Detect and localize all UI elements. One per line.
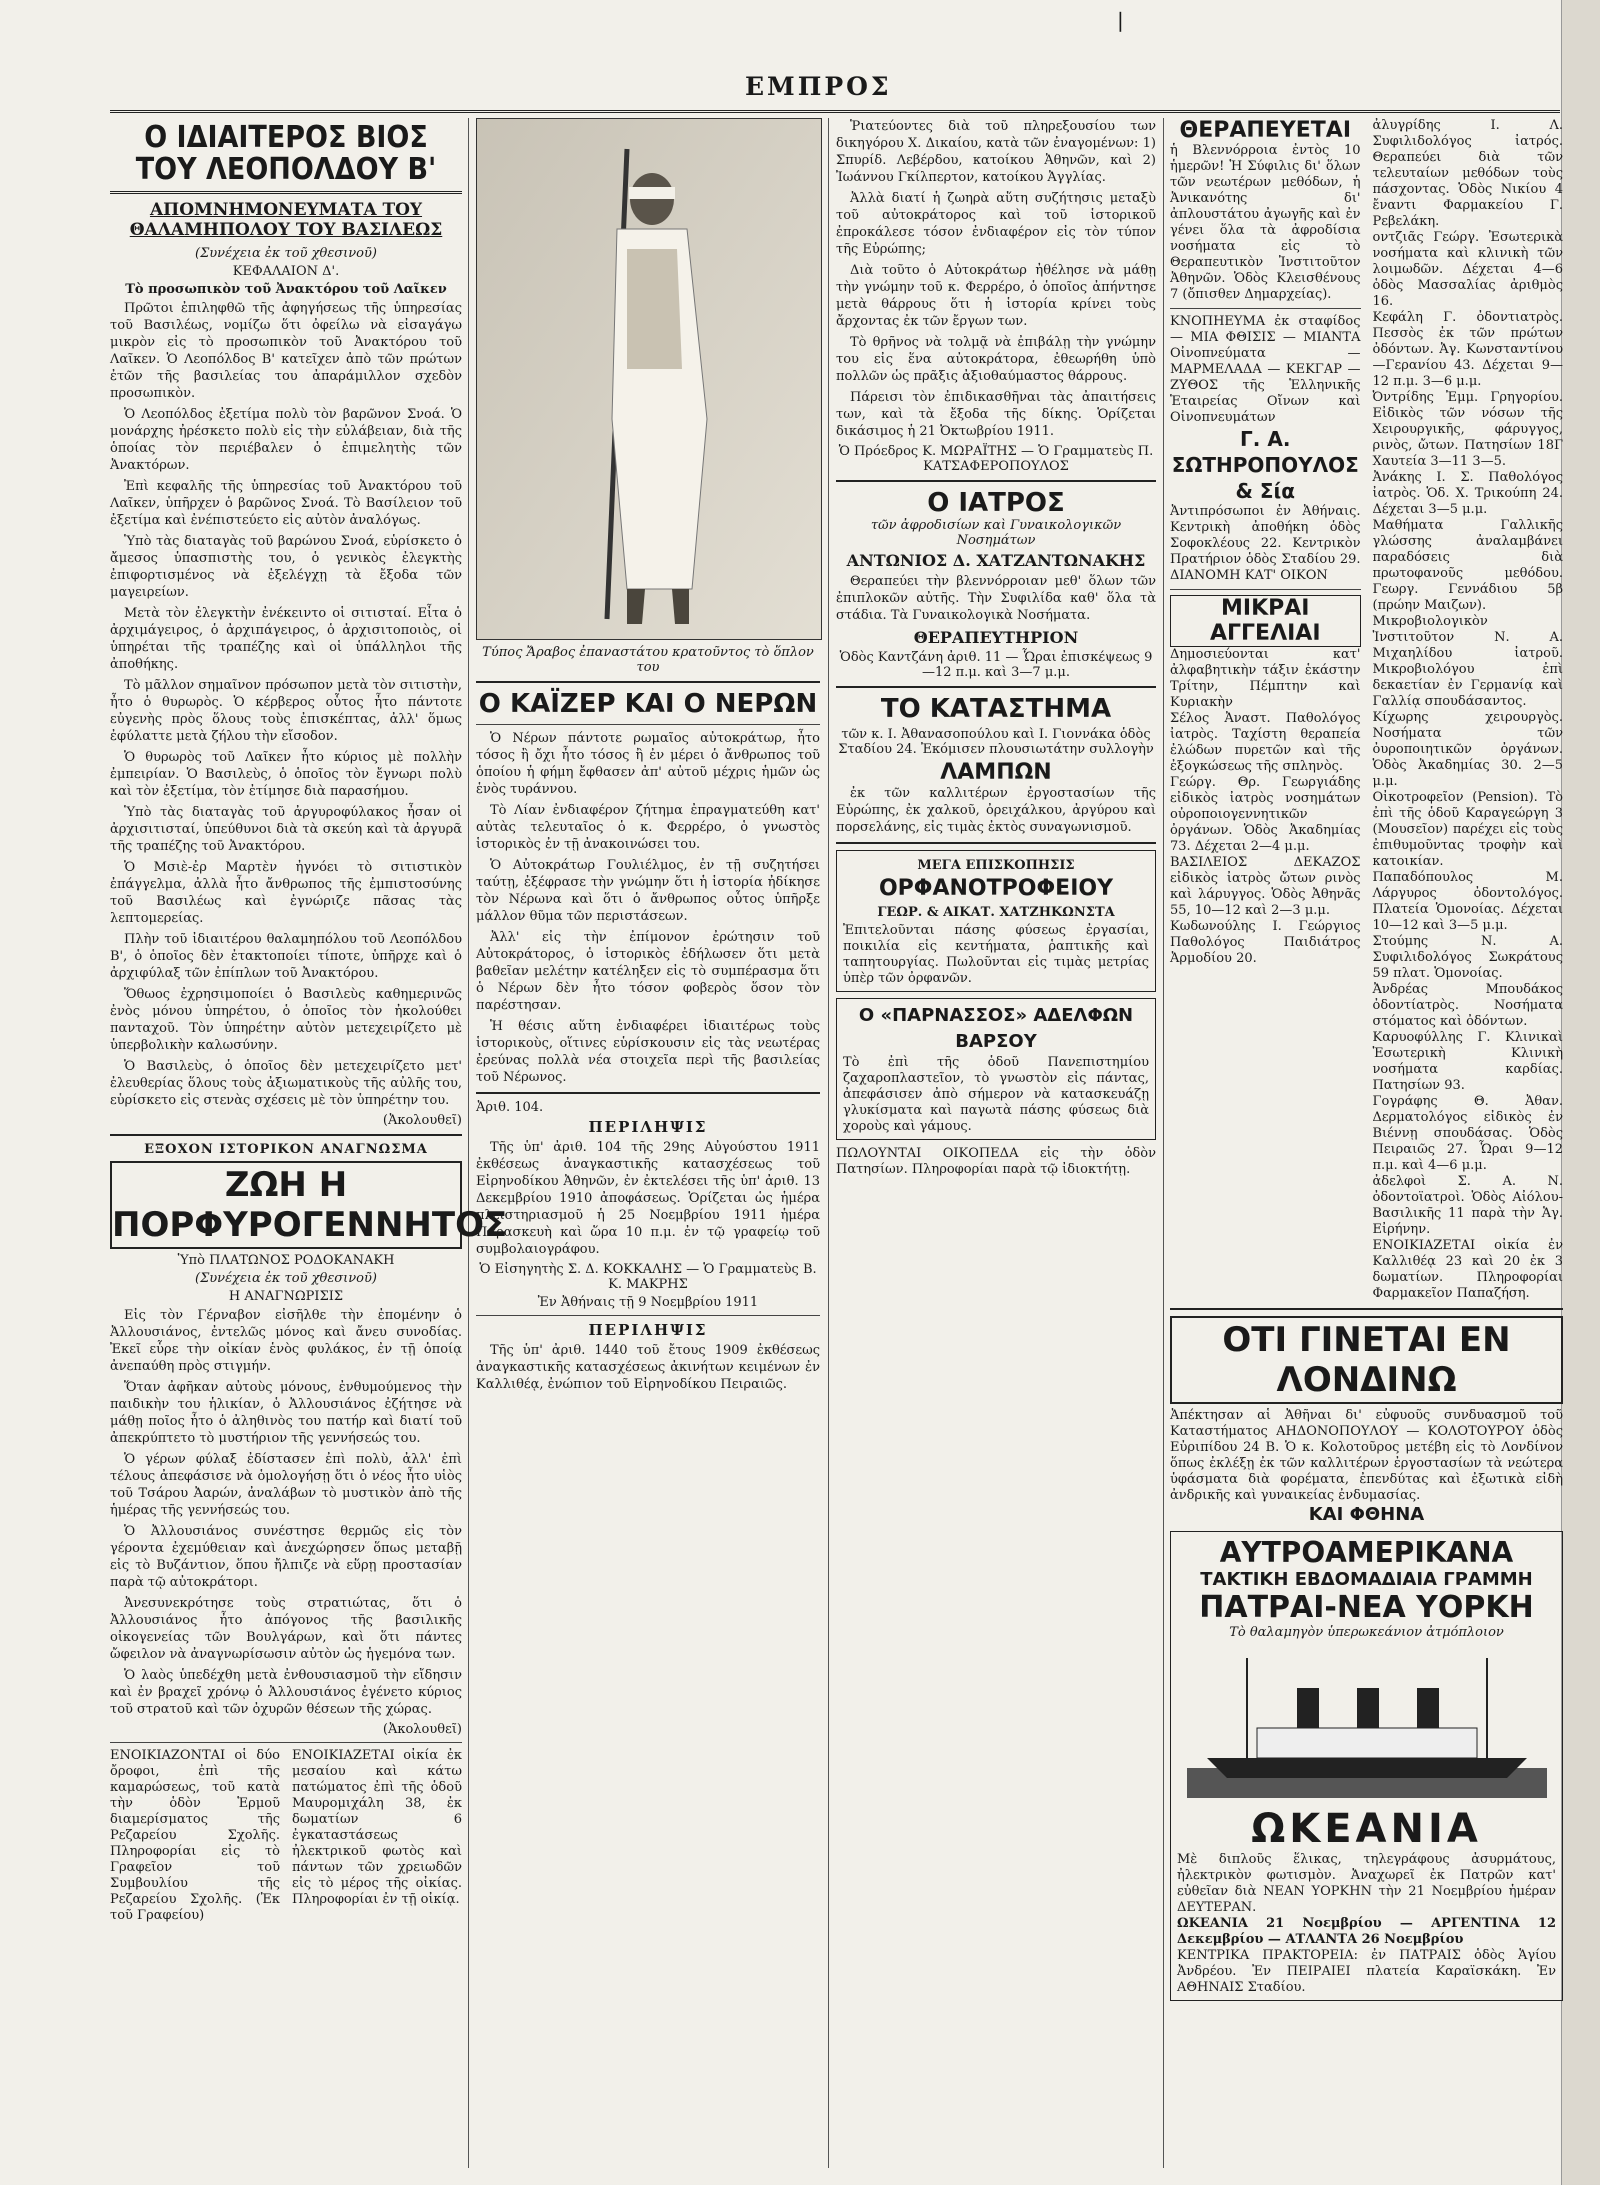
paragraph: Ὑπὸ τὰς διαταγὰς τοῦ ἀργυροφύλακος ἦσαν οἱ ἀρχισιτισταί, ὑπεύθυνοι διὰ τὰ σκεύη καὶ τὰ ἀργυρᾶ τῆς τραπέζης τοῦ Ἀνακτόρου. [110, 805, 462, 854]
paragraph: Μετὰ τὸν ἐλεγκτὴν ἐνέκειντο οἱ σιτισταί. Εἶτα ὁ ἀρχιμάγειρος, ὁ ἀρχιπάγειρος, ὁ ἀρχισιτοποιὸς, οἱ ὑπηρέται τῆς τραπέζης καὶ οἱ ὑπάλληλοι τῆς ἀποθήκης. [110, 606, 462, 672]
paragraph: Διὰ τοῦτο ὁ Αὐτοκράτωρ ἠθέλησε νὰ μάθῃ τὴν γνώμην τοῦ κ. Φερρέρο, ὁ ὁποῖος ἀπήντησε μετὰ θάρρους ὅτι ἡ ἱστορία κρίνει τοὺς ἄρχοντας ἐκ τῶν ἔργων των. [836, 263, 1156, 329]
paragraph: Ἀλλ' εἰς τὴν ἐπίμονον ἐρώτησιν τοῦ Αὐτοκράτορος, ὁ ἱστορικὸς ἐδήλωσεν ὅτι μετὰ βαθεῖαν μελέτην κατέληξεν εἰς τὸ συμπέρασμα ὅτι ὁ Νέρων δὲν ἦτο τόσον φοβερὸς ὅσον τὸν παρέστησαν. [476, 930, 820, 1013]
paragraph: Ὁ λαὸς ὑπεδέχθη μετὰ ἐνθουσιασμοῦ τὴν εἴδησιν καὶ ἐν βραχεῖ χρόνῳ ὁ Ἀλλουσιάνος ἐγένετο κύριος τοῦ στρατοῦ καὶ τῶν ὀχυρῶν θέσεων τῆς χώρας. [110, 1668, 462, 1717]
feature-author: Ὑπὸ ΠΛΑΤΩΝΟΣ ΡΟΔΟΚΑΝΑΚΗ [177, 1253, 395, 1268]
paragraph: Ἀλλὰ διατί ἡ ζωηρὰ αὕτη συζήτησις μεταξὺ τοῦ αὐτοκράτορος καὶ τοῦ ἱστορικοῦ ἐπροκάλεσε τόσον ἐνδιαφέρον εἰς τὸν τύπον τῆς Εὐρώπης; [836, 191, 1156, 257]
separator [1170, 1308, 1563, 1310]
mark: ❘ [1112, 8, 1129, 32]
leopold-headline: Ο ΙΔΙΑΙΤΕΡΟΣ ΒΙΟΣ ΤΟΥ ΛΕΟΠΟΛΔΟΥ Β' [110, 118, 462, 194]
london-footer: ΚΑΙ ΦΘΗΝΑ [1308, 1504, 1425, 1525]
paragraph: Τὸ θρῆνος νὰ τολμᾷ νὰ ἐπιβάλῃ τὴν γνώμην του εἰς ἕνα αὐτοκράτορα, ἐθεωρήθη ὑπὸ πολλῶν ὡς πρᾶξις ἀξιοθαύμαστος θάρρους. [836, 335, 1156, 384]
photo-caption: Τύπος Ἄραβος ἐπαναστάτου κρατοῦντος τὸ ὅπλον του [482, 645, 814, 675]
separator [476, 681, 820, 683]
notice-number: Ἀριθ. 104. [476, 1100, 544, 1115]
orphanage-ad [836, 850, 1156, 992]
doctor-clinic: ΘΕΡΑΠΕΥΤΗΡΙΟΝ [913, 628, 1079, 647]
paragraph: Ὅθωος ἐχρησιμοποίει ὁ Βασιλεὺς καθημερινῶς ἐνὸς μόνου ὑπηρέτου, ὁ ὁποῖος τὸν ἠκολούθει πανταχοῦ. Τὸν ὑπηρέτην αὐτὸν μετεχειρίζετο μὲ ὑπερβολικὴν καλωσύνην. [110, 987, 462, 1053]
paragraph: Ὅταν ἀφῆκαν αὐτοὺς μόνους, ἐνθυμούμενος τὴν παιδικὴν του ἡλικίαν, ὁ Ἀλλουσιάνος ἐζήτησε νὰ μάθῃ ποῖος ἦτο ὁ ἀληθινὸς του πατήρ καὶ διατί τοῦ ἀπεκρύπτετο τὸ μυστήριον τῆς γεννήσεώς του. [110, 1380, 462, 1446]
classified-item: Ἀνάκης Ι. Σ. Παθολόγος ἰατρὸς. Ὁδ. Χ. Τρικούπη 24. Δέχεται 3—5 μ.μ. [1372, 470, 1563, 517]
notice-signers: Ὁ Εἰσηγητὴς Σ. Δ. ΚΟΚΚΑΛΗΣ — Ὁ Γραμματεὺς Β. Κ. ΜΑΚΡΗΣ [479, 1262, 817, 1292]
masthead-rule [110, 110, 1560, 113]
classified-item: Ἀνδρέας Μπουδάκος ὀδοντίατρὸς. Νοσήματα στόματος καὶ ὀδόντων. [1372, 982, 1563, 1029]
classified-item: ΕΝΟΙΚΙΑΖΕΤΑΙ οἰκία ἐν Καλλιθέᾳ 23 καὶ 20 ἐκ 3 δωματίων. Πληροφορίαι Φαρμακεῖον Παπαζήση. [1372, 1238, 1563, 1301]
column-rule [828, 118, 829, 2168]
follow-note: (Ἀκολουθεῖ) [382, 1113, 462, 1128]
rebel-figure-illustration [477, 119, 821, 639]
notice-date: Ἐν Ἀθήναις τῇ 9 Νοεμβρίου 1911 [537, 1295, 759, 1310]
column-4 [1170, 118, 1563, 2168]
separator [836, 480, 1156, 482]
parnassos-body: Τὸ ἐπὶ τῆς ὁδοῦ Πανεπιστημίου ζαχαροπλαστεῖον, τὸ γνωστὸν εἰς πάντας, ἀπεφάσισεν ἀπὸ σήμερον νὰ κατασκευάζῃ γλυκίσματα καὶ παγωτὰ πάσης φύσεως διὰ χοροὺς καὶ γάμους. [843, 1055, 1149, 1134]
paragraph: Ὁ θυρωρὸς τοῦ Λαῖκεν ἦτο κύριος μὲ πολλὴν ἐμπειρίαν. Ὁ Βασιλεὺς, ὁ ὁποῖος τὸν ἔγνωρι πολὺ καὶ τὸν ἐξετίμα, τὸν ἐτίμησε διὰ παρασήμου. [110, 750, 462, 799]
doctor-title: Ο ΙΑΤΡΟΣ [927, 488, 1065, 518]
chapter-title: Τὸ προσωπικὸν τοῦ Ἀνακτόρου τοῦ Λαῖκεν [125, 282, 447, 297]
paragraph: Ὁ Λεοπόλδος ἐξετίμα πολὺ τὸν βαρῶνον Σνοά. Ὁ μονάρχης ἠρέσκετο πολὺ εἰς τὴν εὐλάβειαν, διὰ τῆς ὁποίας τὸν περιέβαλεν ὁ ἐπιμελητὴς τῶν Ἀνακτόρων. [110, 407, 462, 473]
merchant-body: Ἀντιπρόσωποι ἐν Ἀθήναις. Κεντρικὴ ἀποθήκη ὁδὸς Σοφοκλέους 22. Κεντρικὸν Πρατήριον ὁδὸς Σταδίου 29. ΔΙΑΝΟΜΗ ΚΑΤ' ΟΙΚΟΝ [1170, 504, 1361, 583]
paragraph: Ὁ Ἀλλουσιάνος συνέστησε θερμῶς εἰς τὸν γέροντα ἐχεμύθειαν καὶ ἀνεχώρησεν ὅπως μεταβῇ εἰς τὸ Βυζάντιον, ὅπου ἤλπιζε νὰ εὕρῃ προστασίαν παρὰ τῷ αὐτοκράτορι. [110, 1524, 462, 1590]
leopold-subhead: ΑΠΟΜΝΗΜΟΝΕΥΜΑΤΑ ΤΟΥ ΘΑΛΑΜΗΠΟΛΟΥ ΤΟΥ ΒΑΣΙΛΕΩΣ [129, 200, 443, 240]
classified-item: ἀλυγρίδης Ι. Λ. Συφιλιδολόγος ἰατρός. Θεραπεύει διὰ τῶν τελευταίων μεθόδων τοὺς πάσχοντας. Ὁδὸς Νικίου 4 ἔναντι Φαρμακείου Γ. Ρεβελάκη. [1372, 118, 1563, 229]
paragraph: Ὁ Βασιλεὺς, ὁ ὁποῖος δὲν μετεχειρίζετο μετ' ἐλευθερίας ὅλους τοὺς ἀξιωματικοὺς τῆς αὐλῆς του, εὑρίσκετο εἰς στενὰς σχέσεις μὲ τὸν ὑπηρέτην του. [110, 1059, 462, 1108]
orphanage-body: Ἐπιτελοῦνται πάσης φύσεως ἐργασίαι, ποικιλία εἰς κεντήματα, ῥαπτικῆς καὶ ταπητουργίας. Πωλοῦνται εἰς τιμὰς μετρίας ὑπὲρ τῶν ὀρφανῶν. [843, 923, 1149, 986]
austro-subtitle: ΤΑΚΤΙΚΗ ΕΒΔΟΜΑΔΙΑΙΑ ΓΡΑΜΜΗ [1200, 1569, 1533, 1590]
shop-subtitle: τῶν κ. Ι. Ἀθανασοπούλου καὶ Ι. Γιοννάκα ὁδὸς Σταδίου 24. Ἐκόμισεν πλουσιωτάτην συλλογὴν [838, 727, 1154, 757]
court-signers: Ὁ Πρόεδρος Κ. ΜΩΡΑΪΤΗΣ — Ὁ Γραμματεὺς Π. ΚΑΤΣΑΦΕΡΟΠΟΥΛΟΣ [838, 444, 1154, 474]
therapy-body: ἡ Βλεννόρροια ἐντὸς 10 ἡμερῶν! Ἡ Σύφιλις δι' ὅλων τῶν νεωτέρων μεθόδων, ἡ Ἀνικανότης δι' ἀπλουστάτου ἀγωγῆς καὶ ἐν γένει ὅλα τὰ ἀφροδίσια νοσήματα εἰς τὸ Θεραπευτικὸν Ἰνστιτοῦτον Ἀθηνῶν. Ὁδὸς Κλεισθένους 7 (ὄπισθεν Δημαρχείας). [1170, 143, 1361, 302]
classified-item: Οἰκοτροφεῖον (Pension). Τὸ ἐπὶ τῆς ὁδοῦ Καραγεώργη 3 (Μουσεῖον) παρέχει εἰς τοὺς ἐπιθυμοῦντας τροφὴν καὶ κατοικίαν. [1372, 790, 1563, 869]
classifieds-subtitle: Δημοσιεύονται κατ' ἀλφαβητικὴν τάξιν ἑκάστην Τρίτην, Πέμπτην καὶ Κυριακὴν [1170, 647, 1361, 710]
classified-item: Κεφάλη Γ. ὀδοντιατρὸς. Πεσσὸς ἐκ τῶν πρώτων ὀδόντων. Ἀγ. Κωνσταντίνου—Γερανίου 43. Δέχεται 9—12 π.μ. 3—6 μ.μ. [1372, 310, 1563, 389]
orphanage-kicker: ΜΕΓΑ ΕΠΙΣΚΟΠΗΣΙΣ [917, 858, 1075, 873]
paragraph: Ἡ θέσις αὕτη ἐνδιαφέρει ἰδιαιτέρως τοὺς ἱστορικοὺς, οἵτινες εὑρίσκουσιν εἰς τὰς νεωτέρας ἐρεύνας πολλὰ νέα στοιχεῖα περὶ τῆς βασιλείας τοῦ Νέρωνος. [476, 1019, 820, 1085]
austro-american-ad [1170, 1531, 1563, 2001]
doctor-specialty: τῶν ἀφροδισίων καὶ Γυναικολογικῶν Νοσημάτων [870, 518, 1122, 548]
classified-item: Γογράφης Θ. Ἀθαν. Δερματολόγος εἰδικὸς ἐν Βιέννῃ σπουδάσας. Ὁδὸς Πειραιῶς 27. Ὧραι 9—12 π.μ. καὶ 4—6 μ.μ. [1372, 1094, 1563, 1173]
rent-ad: ΕΝΟΙΚΙΑΖΟΝΤΑΙ οἱ δύο ὄροφοι, ἐπὶ τῆς καμαρώσεως, τοῦ κατὰ τὴν ὁδὸν Ἑρμοῦ διαμερίσματος τῆς Ρεζαρείου Σχολῆς. Πληροφορίαι εἰς τὸ Γραφεῖον τοῦ Συμβουλίου τῆς Ρεζαρείου Σχολῆς. (Ἐκ τοῦ Γραφείου) [110, 1748, 280, 1923]
shop-title: ΤΟ ΚΑΤΑΣΤΗΜΑ [880, 694, 1112, 724]
parnassos-ad [836, 998, 1156, 1140]
classified-item: Μικροβιολογικὸν Ἰνστιτοῦτον Ν. Α. Μιχαηλίδου ἰατροῦ. Μικροβιολόγου ἐπὶ δεκαετίαν ἐν Γερμανίᾳ καὶ Γαλλίᾳ σπουδάσαντος. [1372, 614, 1563, 709]
shop-item: ΛΑΜΠΩΝ [940, 760, 1052, 785]
therapy-block [1170, 118, 1361, 1302]
shop-body: ἐκ τῶν καλλιτέρων ἐργοστασίων τῆς Εὐρώπης, ἐκ χαλκοῦ, ὀρειχάλκου, ἀργύρου καὶ πορσελάνης, εἰς τιμὰς ἐκτὸς συναγωνισμοῦ. [836, 786, 1156, 835]
column-1 [110, 118, 508, 2168]
column-rule [468, 118, 469, 2168]
newspaper-name: ΕΜΠΡΟΣ [745, 72, 892, 101]
classified-item: Κίχωρης χειρουργὸς. Νοσήματα τῶν ὀυροποιητικῶν ὀργάνων. Ὁδὸς Ἀκαδημίας 30. 2—5 μ.μ. [1372, 710, 1563, 789]
kaiser-nero-title: Ο ΚΑΪΖΕΡ ΚΑΙ Ο ΝΕΡΩΝ [478, 689, 818, 719]
chapter-heading: ΚΕΦΑΛΑΙΟΝ Δ'. [232, 264, 340, 279]
classified-item: ΒΑΣΙΛΕΙΟΣ ΔΕΚΑΖΟΣ εἰδικὸς ἰατρὸς ὤτων ρινὸς καὶ λάρυγγος. Ὁδὸς Ἀθηνᾶς 55, 10—12 καὶ 2—3 μ.μ. [1170, 855, 1361, 918]
paragraph: Ὁ Νέρων πάντοτε ρωμαῖος αὐτοκράτωρ, ἦτο τόσος ἢ ὄχι ἦτο τόσος ἢ ἐν μέρει ὁ ἄνθρωπος τοῦ ὁποίου ἡ φήμη ἔφθασεν ἀπ' αὐτοῦ μέχρις ἡμῶν ὡς ἑνὸς τυράννου. [476, 731, 820, 797]
paragraph: Ὁ Αὐτοκράτωρ Γουλιέλμος, ἐν τῇ συζητήσει ταύτῃ, ἐξέφρασε τὴν γνώμην ὅτι ἡ ἱστορία ἠδίκησε τὸν Νέρωνα καὶ ὅτι ὁ ἄνθρωπος οὗτος ὑπῆρξε μάλλον θῦμα τῶν περιστάσεων. [476, 858, 820, 924]
classified-item: Γεώργ. Θρ. Γεωργιάδης εἰδικὸς ἰατρὸς νοσημάτων οὐροποιογεννητικῶν ὀργάνων. Ὁδὸς Ἀκαδημίας 73. Δέχεται 2—4 μ.μ. [1170, 775, 1361, 854]
feature-title: ΖΩΗ Η ΠΟΡΦΥΡΟΓΕΝΝΗΤΟΣ [110, 1161, 462, 1249]
separator [1170, 589, 1361, 590]
column-3 [836, 118, 1156, 2168]
separator [476, 724, 820, 725]
column-2 [476, 118, 820, 2168]
orphanage-subtitle: ΓΕΩΡ. & ΑΙΚΑΤ. ΧΑΤΖΗΚΩΝΣΤΑ [877, 905, 1115, 920]
bottom-ads [110, 1748, 462, 1924]
notice2-body: Τῆς ὑπ' ἀριθ. 1440 τοῦ ἔτους 1909 ἐκθέσεως ἀναγκαστικῆς κατασχέσεως ἀκινήτων κειμένων ἐν Καλλιθέᾳ, ἐνώπιον τοῦ Εἰρηνοδίκου Πειραιῶς. [476, 1343, 820, 1392]
austro-body: Μὲ διπλοῦς ἕλικας, τηλεγράφους ἀσυρμάτους, ἠλεκτρικὸν φωτισμὸν. Ἀναχωρεῖ ἐκ Πατρῶν κατ' εὐθεῖαν διὰ ΝΕΑΝ ΥΟΡΚΗΝ τὴν 21 Νοεμβρίου ἡμέραν ΔΕΥΤΕΡΑΝ. [1177, 1852, 1556, 1915]
classified-item: Κωδωνούλης Ι. Γεώργιος Παθολόγος Παιδιάτρος Ἀρμοδίου 20. [1170, 919, 1361, 966]
paragraph: Τὸ Λίαν ἐνδιαφέρον ζήτημα ἐπραγματεύθη κατ' αὐτὰς τελευταῖος ὁ κ. Φερρέρο, ὁ γνωστὸς ἱστορικὸς ἐν τῇ ἀνακοινώσει του. [476, 803, 820, 852]
feature-continued: (Συνέχεια ἐκ τοῦ χθεσινοῦ) [195, 1271, 377, 1286]
wine-ad: ΚΝΟΠΗΕΥΜΑ ἐκ σταφίδος — ΜΙΑ ΦΘΙΣΙΣ — ΜΙΑΝΤΑ Οἰνοπνεύματα — ΜΑΡΜΕΛΑΔΑ — ΚΕΚΓΑΡ — ΖΥΘΟΣ τῆς Ἑλληνικῆς Ἑταιρείας Οἴνων καὶ Οἰνοπνευμάτων [1170, 314, 1361, 425]
separator [836, 686, 1156, 688]
steamship-illustration [1187, 1648, 1547, 1798]
paragraph: Ῥιατεύοντες διὰ τοῦ πληρεξουσίου των δικηγόρου Χ. Δικαίου, κατὰ τῶν ἐναγομένων: 1) Σπυρίδ. Λεβέρδου, κατοίκου Ἀθηνῶν, καὶ 2) Ἰωάννου Γκίλπερτον, κατοίκου Ἀγγλίας. [836, 119, 1156, 185]
separator [110, 1134, 462, 1136]
separator [476, 1092, 820, 1094]
notice2-title: ΠΕΡΙΛΗΨΙΣ [588, 1321, 708, 1339]
separator [836, 842, 1156, 844]
arab-rebel-photo [476, 118, 822, 640]
london-body: Ἀπέκτησαν αἱ Ἀθῆναι δι' εὐφυοῦς συνδυασμοῦ τοῦ Καταστήματος ΑΗΔΟΝΟΠΟΥΛΟΥ — ΚΟΛΟΤΟΥΡΟΥ ὁδὸς Εὐριπίδου 24 Β. Ὁ κ. Κολοτοῦρος μετέβη εἰς τὸ Λονδίνον ὅπως ἐκλέξῃ ἐκ τῶν καλλιτέρων ἐργοστασίων τὰ νεώτερα ὑφάσματα διὰ φορέματα, ἐπενδύτας καὶ ἐξωτικὰ εἰδὴ ἀνδρικῆς καὶ γυναικείας ἐνδυμασίας. [1170, 1408, 1563, 1503]
masthead [0, 0, 1600, 118]
separator [110, 1742, 462, 1743]
austro-agents: ΚΕΝΤΡΙΚΑ ΠΡΑΚΤΟΡΕΙΑ: ἐν ΠΑΤΡΑΙΣ ὁδὸς Ἁγίου Ἀνδρέου. Ἐν ΠΕΙΡΑΙΕΙ πλατεία Καραϊσκάκη. Ἐν ΑΘΗΝΑΙΣ Σταδίου. [1177, 1948, 1556, 1995]
paragraph: Ἀνεσυνεκρότησε τοὺς στρατιώτας, ὅτι ὁ Ἀλλουσιάνος ἦτο ἀπόγονος τῆς βασιλικῆς οἰκογενείας τῶν Βουλγάρων, καὶ ὅτι πάντες ὤφειλον νὰ ἀναγνωρίσωσιν αὐτὸν ὡς ἡγεμόνα των. [110, 1596, 462, 1662]
classified-grid [1170, 118, 1563, 1302]
orphanage-title: ΟΡΦΑΝΟΤΡΟΦΕΙΟΥ [878, 876, 1114, 901]
austro-title: ΑΥΤΡΟΑΜΕΡΙΚΑΝΑ [1219, 1536, 1514, 1569]
follow-note: (Ἀκολουθεῖ) [382, 1722, 462, 1737]
london-title: ΟΤΙ ΓΙΝΕΤΑΙ ΕΝ ΛΟΝΔΙΝΩ [1170, 1316, 1563, 1404]
paragraph: Πάρεισι τὸν ἐπιδικασθῆναι τὰς ἀπαιτήσεις των, καὶ τὰ ἔξοδα τῆς δίκης. Ὁρίζεται δικάσιμος ἡ 21 Ὀκτωβρίου 1911. [836, 390, 1156, 439]
paragraph: Ὑπὸ τὰς διαταγὰς τοῦ βαρώνου Σνοά, εὑρίσκετο ὁ ἄμεσος ὑπασπιστὴς του, ὁ γενικὸς ἐλεγκτὴς ἐπιφορτισμένος νὰ ἐξελέγχῃ τὰ ἔξοδα τῶν μαγειρείων. [110, 534, 462, 600]
austro-route: ΠΑΤΡΑΙ-ΝΕΑ ΥΟΡΚΗ [1199, 1590, 1534, 1625]
classified-item: οντζιᾶς Γεώργ. Ἐσωτερικὰ νοσήματα καὶ κλινικὴ τῶν λοιμωδῶν. Δέχεται 4—6 ὁδὸς Μασσαλίας ἀριθμὸς 16. [1372, 230, 1563, 309]
austro-schedule: ΩΚΕΑΝΙΑ 21 Νοεμβρίου — ΑΡΓΕΝΤΙΝΑ 12 Δεκεμβρίου — ΑΤΛΑΝΤΑ 26 Νοεμβρίου [1177, 1916, 1556, 1947]
paragraph: Ὁ Μσιὲ-ἐρ Μαρτὲν ἠγνόει τὸ σιτιστικὸν ἐπάγγελμα, ἀλλὰ ἦτο ἄνθρωπος τῆς ἐμπιστοσύνης τοῦ Βασιλέως καὶ ἐγνώριζε πᾶσας τὰς λεπτομερείας. [110, 860, 462, 926]
feature-chapter: Η ΑΝΑΓΝΩΡΙΣΙΣ [228, 1289, 344, 1304]
paragraph: Τὸ μᾶλλον σημαῖνον πρόσωπον μετὰ τὸν σιτιστὴν, ἦτο ὁ θυρωρὸς. Ὁ κέρβερος οὗτος ἦτο πάντοτε εὐγενὴς πρὸς ὅλους τοὺς ἐπισκέπτας, ἀλλ' ὅμως ἐφύλαττε μετὰ ζήλου τὴν εἴσοδον. [110, 678, 462, 744]
doctor-address: Ὁδὸς Καντζάνη ἀριθ. 11 — Ὧραι ἐπισκέψεως 9—12 π.μ. καὶ 3—7 μ.μ. [839, 650, 1153, 680]
paragraph: Πλὴν τοῦ ἰδιαιτέρου θαλαμηπόλου τοῦ Λεοπόλδου Β', ὁ ὁποῖος δὲν ἐτακτοποίει τίποτε, ὑπῆρχε καὶ ὁ ἀρχιφύλαξ τῶν ἐπίπλων τοῦ Ἀνακτόρου. [110, 932, 462, 981]
plots-ad: ΠΩΛΟΥΝΤΑΙ ΟΙΚΟΠΕΔΑ εἰς τὴν ὁδὸν Πατησίων. Πληροφορίαι παρὰ τῷ ἰδιοκτήτῃ. [836, 1146, 1156, 1177]
classified-item: Σέλος Ἀναστ. Παθολόγος ἰατρὸς. Ταχίστη θεραπεία ἐλώδων πυρετῶν καὶ τῆς ἐξογκώσεως τῆς σπληνὸς. [1170, 711, 1361, 774]
separator [1170, 308, 1361, 309]
classified-item: Παπαδόπουλος Μ. Λάργυρος ὀδοντολόγος. Πλατεία Ὁμονοίας. Δέχεται 10—12 καὶ 3—5 μ.μ. [1372, 870, 1563, 933]
separator [476, 1315, 820, 1316]
column-rule [1163, 118, 1164, 2168]
page-edge [1561, 0, 1600, 2185]
continued-note: (Συνέχεια ἐκ τοῦ χθεσινοῦ) [195, 246, 377, 261]
merchant-name: Γ. Α. ΣΩΤΗΡΟΠΟΥΛΟΣ & Σία [1171, 427, 1359, 503]
classified-item: ἀδελφοὶ Σ. Α. Ν. ὀδοντοϊατροὶ. Ὁδὸς Αἰόλου-Βασιλικῆς 11 παρὰ τὴν Ἁγ. Εἰρήνην. [1372, 1174, 1563, 1237]
classified-item: Ὀντρίδης Ἐμμ. Γρηγορίου. Εἰδικὸς τῶν νόσων τῆς Χειρουργικῆς, φάρυγγος, ρινὸς, ὤτων. Πατησίων 18Γ Χαυτεία 3—11 3—5. [1372, 390, 1563, 469]
parnassos-title: Ο «ΠΑΡΝΑΣΣΟΣ» ΑΔΕΛΦΩΝ ΒΑΡΣΟΥ [858, 1005, 1134, 1052]
doctor-body: Θεραπεύει τὴν βλεννόρροιαν μεθ' ὅλων τῶν ἐπιπλοκῶν αὐτῆς. Τὴν Συφιλίδα καθ' ὅλα τὰ στάδια. Τὰ Γυναικολογικὰ Νοσήματα. [836, 574, 1156, 623]
classified-item: Μαθήματα Γαλλικῆς γλώσσης ἀναλαμβάνει παραδόσεις διὰ πρωτοφανοῦς μεθόδου. Γεωργ. Γεννάδιου 5β (πρώην Μαιζων). [1372, 518, 1563, 613]
paragraph: Εἰς τὸν Γέρναβον εἰσῆλθε τὴν ἐπομένην ὁ Ἀλλουσιάνος, ἐντελῶς μόνος καὶ ἄνευ συνοδίας. Ἐκεῖ εὗρε τὴν οἰκίαν ἑνὸς φυλάκος, ἐν τῇ ὁποίᾳ ἀνεπαύθη πρὸς στιγμήν. [110, 1308, 462, 1374]
paragraph: Ὁ γέρων φύλαξ ἐδίστασεν ἐπὶ πολὺ, ἀλλ' ἐπὶ τέλους ἀπεφάσισε νὰ ὁμολογήσῃ ὅτι ὁ νέος ἦτο υἱὸς τοῦ Τσάρου Ἀαρών, ἀναλάβων τὸ μυστικὸν ἀπὸ τῆς ἡμέρας τῆς γεννήσεώς του. [110, 1452, 462, 1518]
rent-ad: ΕΝΟΙΚΙΑΖΕΤΑΙ οἰκία ἐκ μεσαίου καὶ κάτω πατώματος ἐπὶ τῆς ὁδοῦ Μαυρομιχάλη 38, ἐκ δωματίων 6 ἐγκαταστάσεως ἠλεκτρικοῦ φωτὸς καὶ πάντων τῶν χρειωδῶν εἰς τὸ μέρος τῆς οἰκίας. Πληροφορίαι ἐν τῇ οἰκίᾳ. [292, 1748, 462, 1907]
classified-item: Καρυοφύλλης Γ. Κλινικαὶ Ἐσωτερικὴ Κλινικὴ νοσήματα καρδίας. Πατησίων 93. [1372, 1030, 1563, 1093]
classifieds-title: ΜΙΚΡΑΙ ΑΓΓΕΛΙΑΙ [1170, 595, 1361, 647]
classified-item: Στούμης Ν. Α. Συφιλιδολόγος Σωκράτους 59 πλατ. Ὁμονοίας. [1372, 934, 1563, 981]
doctors-listing [1373, 118, 1564, 1302]
feature-kicker: ΕΞΟΧΟΝ ΙΣΤΟΡΙΚΟΝ ΑΝΑΓΝΩΣΜΑ [144, 1142, 428, 1157]
doctor-name: ΑΝΤΩΝΙΟΣ Δ. ΧΑΤΖΑΝΤΩΝΑΚΗΣ [846, 551, 1146, 570]
paragraph: Ἐπὶ κεφαλῆς τῆς ὑπηρεσίας τοῦ Ἀνακτόρου τοῦ Λαῖκεν, ὑπῆρχεν ὁ βαρῶνος Σνοά. Τὸ Βασίλειον τοῦ ἐξετίμα καὶ ἐνέπιστεύετο εἰς αὐτὸν ἀναλόγως. [110, 479, 462, 528]
notice-title: ΠΕΡΙΛΗΨΙΣ [588, 1118, 708, 1136]
therapy-title: ΘΕΡΑΠΕΥΕΤΑΙ [1179, 118, 1351, 143]
notice-body: Τῆς ὑπ' ἀριθ. 104 τῆς 29ης Αὐγούστου 1911 ἐκθέσεως ἀναγκαστικῆς κατασχέσεως τοῦ Εἰρηνοδίκου Ἀθηνῶν, ἐν ἐκτελέσει τῆς ὑπ' ἀριθ. 13 Δεκεμβρίου 1910 ἀποφάσεως. Ὁρίζεται ὡς ἡμέρα πλειστηριασμοῦ ἡ 25 Νοεμβρίου 1911 ἡμέρα Παρασκευὴ καὶ ὥρα 10 π.μ. ἐν τῷ γραφείῳ τοῦ συμβολαιογράφου. [476, 1140, 820, 1257]
paragraph: Πρῶτοι ἐπιληφθῶ τῆς ἀφηγήσεως τῆς ὑπηρεσίας τοῦ Βασιλέως, νομίζω ὅτι ὀφείλω νὰ εἰσαγάγω μικρὸν εἰς τὸ προσωπικὸν τοῦ Ἀνακτόρου τοῦ Λαῖκεν. Ὁ Λεοπόλδος Β' κατεῖχεν ἀπὸ τῶν πρώτων ἐτῶν τῆς βασιλείας του ἀπαράμιλλον σχεδὸν προσωπικὸν. [110, 301, 462, 401]
ship-name: ΩΚΕΑΝΙΑ [1251, 1806, 1482, 1852]
austro-description: Τὸ θαλαμηγὸν ὑπερωκεάνιον ἀτμόπλοιον [1229, 1625, 1504, 1640]
